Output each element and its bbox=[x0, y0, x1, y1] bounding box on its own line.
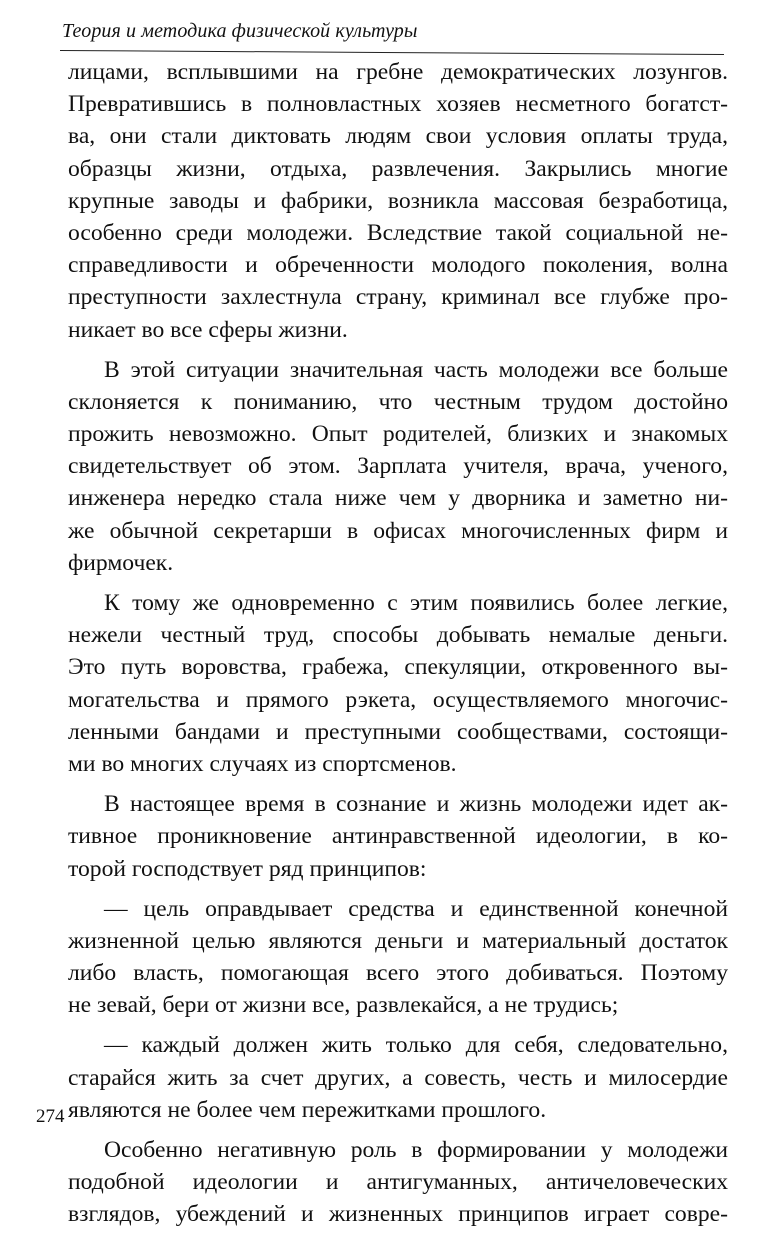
paragraph-7 bbox=[68, 1134, 728, 1231]
text-line: подобной идеологии и антигуманных, античеловеческих bbox=[68, 1169, 728, 1196]
text-line: прожить невозможно. Опыт родителей, близких и знакомых bbox=[68, 421, 728, 448]
paragraph-2 bbox=[68, 354, 728, 579]
paragraph-5 bbox=[68, 893, 728, 1022]
page-number: 274 bbox=[36, 1106, 65, 1127]
text-line: особенно среди молодежи. Вследствие такой социальной не- bbox=[68, 219, 728, 246]
text-line: ми во многих случаях из спортсменов. bbox=[68, 750, 457, 777]
text-line: тивное проникновение антинравственной идеологии, в ко- bbox=[68, 823, 728, 850]
text-line: взглядов, убеждений и жизненных принципов играет совре- bbox=[68, 1201, 728, 1228]
paragraph-3 bbox=[68, 587, 728, 780]
running-header: Теория и методика физической культуры bbox=[62, 20, 418, 42]
text-line: — каждый должен жить только для себя, следовательно, bbox=[104, 1032, 728, 1059]
text-line: Это путь воровства, грабежа, спекуляции, откровенного вы- bbox=[68, 654, 728, 681]
paragraph-6 bbox=[68, 1029, 728, 1126]
text-line: крупные заводы и фабрики, возникла массовая безработица, bbox=[68, 187, 728, 214]
text-line: К тому же одновременно с этим появились более легкие, bbox=[104, 590, 728, 616]
header-rule bbox=[60, 50, 724, 55]
text-line: склоняется к пониманию, что честным трудом достойно bbox=[68, 388, 728, 415]
text-line: Превратившись в полновластных хозяев несметного богатст- bbox=[68, 91, 728, 118]
text-line: жизненной целью являются деньги и материальный достаток bbox=[68, 927, 728, 954]
text-line: фирмочек. bbox=[68, 549, 174, 576]
text-line: — цель оправдывает средства и единственной конечной bbox=[104, 895, 728, 922]
body-text bbox=[68, 56, 728, 1239]
text-line: ва, они стали диктовать людям свои условия оплаты труда, bbox=[68, 123, 728, 150]
text-line: справедливости и обреченности молодого поколения, волна bbox=[68, 252, 728, 279]
text-line: являются не более чем пережитками прошлого. bbox=[68, 1096, 547, 1123]
text-line: нежели честный труд, способы добывать немалые деньги. bbox=[68, 622, 728, 649]
text-line: торой господствует ряд принципов: bbox=[68, 855, 427, 882]
text-line: никает во все сферы жизни. bbox=[68, 316, 348, 343]
paragraph-1 bbox=[68, 56, 728, 346]
text-line: инженера нередко стала ниже чем у дворника и заметно ни- bbox=[68, 485, 728, 512]
text-line: старайся жить за счет других, а совесть, честь и милосердие bbox=[68, 1064, 728, 1091]
text-line: лицами, всплывшими на гребне демократических лозунгов. bbox=[68, 59, 728, 85]
text-line: свидетельствует об этом. Зарплата учителя, врача, ученого, bbox=[68, 453, 728, 480]
text-line: ленными бандами и преступными сообществами, состоящи- bbox=[68, 718, 728, 745]
text-line: либо власть, помогающая всего этого добиваться. Поэтому bbox=[68, 960, 728, 987]
paragraph-4 bbox=[68, 788, 728, 885]
text-line: В настоящее время в сознание и жизнь молодежи идет ак- bbox=[104, 791, 728, 818]
text-line: Особенно негативную роль в формировании у молодежи bbox=[104, 1137, 728, 1163]
text-line: В этой ситуации значительная часть молодежи все больше bbox=[104, 356, 728, 383]
text-line: не зевай, бери от жизни все, развлекайся, а не трудись; bbox=[68, 992, 619, 1019]
text-line: же обычной секретарши в офисах многочисленных фирм и bbox=[68, 517, 728, 544]
text-line: образцы жизни, отдыха, развлечения. Закрылись многие bbox=[68, 155, 728, 182]
text-line: могательства и прямого рэкета, осуществляемого многочис- bbox=[68, 686, 728, 713]
text-line: преступности захлестнула страну, криминал все глубже про- bbox=[68, 284, 728, 311]
